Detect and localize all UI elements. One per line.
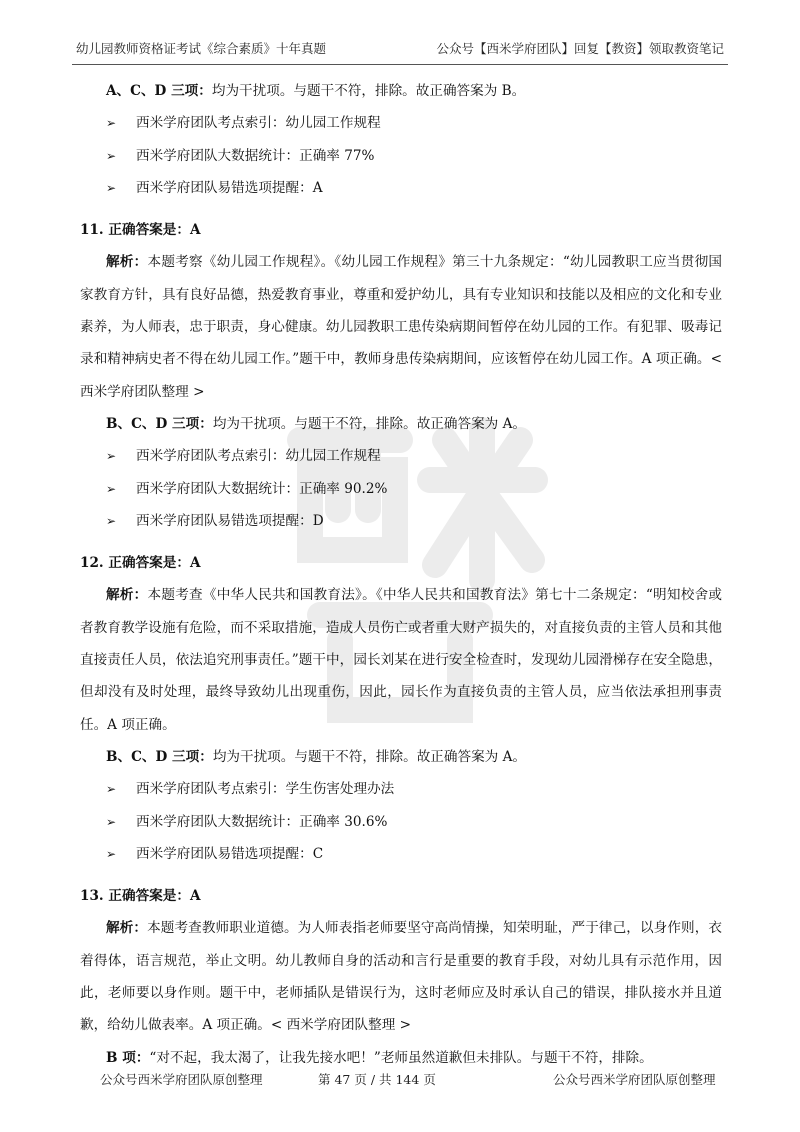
bullet-item: ➢ 西米学府团队考点索引：幼儿园工作规程 [80, 107, 722, 139]
arrow-bullet-icon: ➢ [106, 513, 117, 528]
bullet-item: ➢ 西米学府团队考点索引：幼儿园工作规程 [80, 440, 722, 472]
bullet-item: ➢ 西米学府团队大数据统计：正确率 90.2% [80, 473, 722, 505]
page-content [80, 75, 722, 1074]
question-11-analysis [80, 246, 722, 407]
header-right-note: 公众号【西米学府团队】回复【教资】领取教资笔记 [436, 41, 724, 56]
arrow-bullet-icon: ➢ [106, 180, 117, 195]
elimination-label: B、C、D 三项： [106, 748, 213, 765]
footer-right-note: 公众号西米学府团队原创整理 [553, 1072, 716, 1087]
elimination-line [80, 741, 722, 773]
elimination-text: 均为干扰项。与题干不符，排除。故正确答案为 A。 [212, 415, 527, 432]
bullet-item: ➢ 西米学府团队考点索引：学生伤害处理办法 [80, 773, 722, 805]
elimination-line [80, 408, 722, 440]
footer-left-note: 公众号西米学府团队原创整理 [100, 1072, 263, 1087]
header-left-title: 幼儿园教师资格证考试《综合素质》十年真题 [76, 41, 327, 56]
analysis-text: 本题考查教师职业道德。为人师表指老师要坚守高尚情操，知荣明耻，严于律己，以身作则，衣着得体，语言规范，举止文明。幼儿教师自身的活动和言行是重要的教育手段，对幼儿具有示范作用，因此，老师要以身作则。题干中，老师插队是错误行为，这时老师应及时承认自己的错误，排队接水并且道歉，给幼儿做表率。A 项正确。< 西米学府团队整理 > [80, 920, 723, 1034]
elimination-label: B、C、D 三项： [106, 415, 213, 432]
arrow-bullet-icon: ➢ [106, 782, 117, 797]
arrow-bullet-icon: ➢ [106, 116, 117, 131]
elimination-text: “对不起，我太渴了，让我先接水吧！”老师虽然道歉但未排队。与题干不符，排除。 [149, 1049, 653, 1066]
question-11-heading: 11. 正确答案是：A [80, 222, 201, 239]
elimination-line [80, 75, 722, 107]
question-13-analysis [80, 912, 722, 1041]
question-13-heading: 13. 正确答案是：A [80, 888, 201, 905]
arrow-bullet-icon: ➢ [106, 148, 117, 163]
analysis-label: 解析： [106, 920, 148, 937]
analysis-label: 解析： [106, 254, 148, 271]
elimination-text: 均为干扰项。与题干不符，排除。故正确答案为 A。 [212, 748, 527, 765]
bullet-item: ➢ 西米学府团队大数据统计：正确率 77% [80, 140, 722, 172]
bullet-item: ➢ 西米学府团队大数据统计：正确率 30.6% [80, 806, 722, 838]
arrow-bullet-icon: ➢ [106, 846, 117, 861]
elimination-label: B 项： [106, 1049, 150, 1066]
analysis-text: 本题考查《中华人民共和国教育法》。《中华人民共和国教育法》第七十二条规定：“明知校舍或者教育教学设施有危险，而不采取措施，造成人员伤亡或者重大财产损失的，对直接负责的主管人员和其他直接责任人员，依法追究刑事责任。”题干中，园长刘某在进行安全检查时，发现幼儿园滑梯存在安全隐患，但却没有及时处理，最终导致幼儿出现重伤，因此，园长作为直接负责的主管人员，应当依法承担刑事责任。A 项正确。 [80, 587, 722, 733]
elimination-text: 均为干扰项。与题干不符，排除。故正确答案为 B。 [211, 83, 526, 99]
bullet-item: ➢ 西米学府团队易错选项提醒：D [80, 505, 722, 537]
header-divider [72, 64, 728, 65]
page-number: 第 47 页 / 共 144 页 [318, 1072, 436, 1087]
arrow-bullet-icon: ➢ [106, 449, 117, 464]
arrow-bullet-icon: ➢ [106, 814, 117, 829]
question-12-analysis [80, 579, 722, 740]
question-12-heading: 12. 正确答案是：A [80, 555, 201, 572]
analysis-text: 本题考察《幼儿园工作规程》。《幼儿园工作规程》第三十九条规定：“幼儿园教职工应当贯彻国家教育方针，具有良好品德，热爱教育事业，尊重和爱护幼儿，具有专业知识和技能以及相应的文化和专业素养，为人师表，忠于职责，身心健康。幼儿园教职工患传染病期间暂停在幼儿园的工作。有犯罪、吸毒记录和精神病史者不得在幼儿园工作。”题干中，教师身患传染病期间，应该暂停在幼儿园工作。A 项正确。< 西米学府团队整理 > [80, 254, 722, 400]
elimination-label: A、C、D 三项： [106, 83, 212, 99]
bullet-item: ➢ 西米学府团队易错选项提醒：C [80, 838, 722, 870]
analysis-label: 解析： [106, 587, 148, 604]
bullet-item: ➢ 西米学府团队易错选项提醒：A [80, 172, 722, 204]
arrow-bullet-icon: ➢ [106, 481, 117, 496]
